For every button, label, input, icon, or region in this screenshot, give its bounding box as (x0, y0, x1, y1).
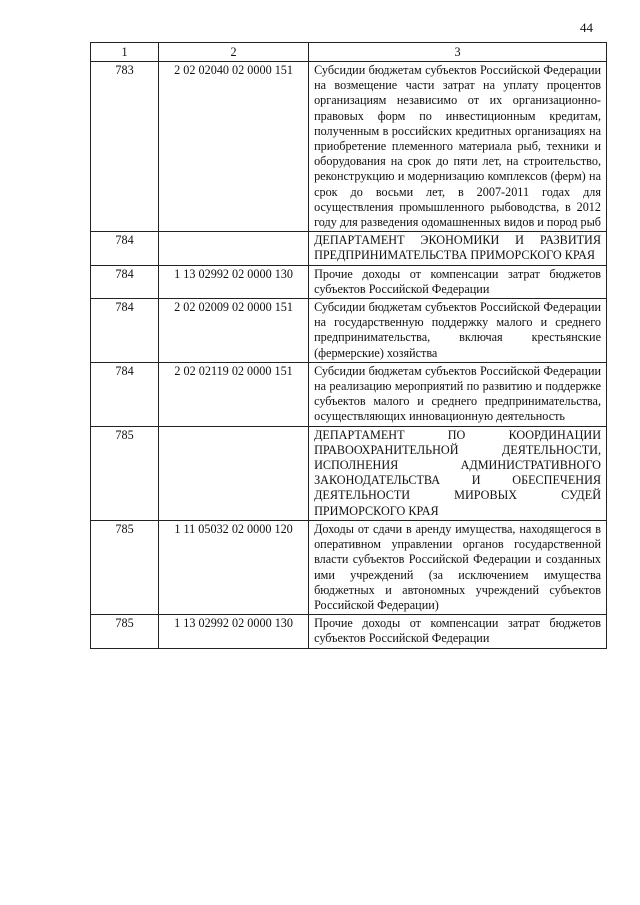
admin-code-cell: 784 (91, 265, 159, 298)
table-row (91, 520, 607, 614)
revenue-code-cell: 1 13 02992 02 0000 130 (159, 265, 309, 298)
admin-code-cell: 784 (91, 232, 159, 265)
revenue-name-cell: Субсидии бюджетам субъектов Российской Федерации на реализацию мероприятий по развитию и поддержке субъектов малого и среднего предпринимательства, осуществляющих инновационную деятельность (309, 362, 607, 426)
revenue-code-cell: 2 02 02119 02 0000 151 (159, 362, 309, 426)
table-row (91, 299, 607, 363)
revenue-code-cell (159, 232, 309, 265)
revenue-code-cell: 1 11 05032 02 0000 120 (159, 520, 309, 614)
column-header: 2 (159, 43, 309, 62)
table-row (91, 265, 607, 298)
department-row (91, 232, 607, 265)
table-row (91, 615, 607, 648)
column-header: 1 (91, 43, 159, 62)
revenue-name-cell: Субсидии бюджетам субъектов Российской Федерации на государственную поддержку малого и среднего предпринимательства, включая крестьянские (фермерские) хозяйства (309, 299, 607, 363)
column-header: 3 (309, 43, 607, 62)
table-row (91, 62, 607, 232)
revenue-name-cell: Субсидии бюджетам субъектов Российской Федерации на возмещение части затрат на уплату процентов организациям независимо от их организационно-правовых форм по инвестиционным кредитам, полученным в российских кредитных организациях на приобретение племенного материала рыб, техники и оборудования на срок до пяти лет, на строительство, реконструкцию и модернизацию комплексов (ферм) на срок до восьми лет, в 2007-2011 годах для осуществления промышленного рыбоводства, в 2012 году для разведения одомашненных видов и пород рыб (309, 62, 607, 232)
admin-code-cell: 785 (91, 520, 159, 614)
revenue-code-cell: 2 02 02009 02 0000 151 (159, 299, 309, 363)
revenue-code-cell: 1 13 02992 02 0000 130 (159, 615, 309, 648)
admin-code-cell: 784 (91, 362, 159, 426)
admin-code-cell: 785 (91, 615, 159, 648)
department-row (91, 426, 607, 520)
table-body (91, 62, 607, 649)
table-header-row (91, 43, 607, 62)
revenue-code-cell (159, 426, 309, 520)
department-name-cell: ДЕПАРТАМЕНТ ПО КООРДИНАЦИИ ПРАВООХРАНИТЕЛЬНОЙ ДЕЯТЕЛЬНОСТИ, ИСПОЛНЕНИЯ АДМИНИСТРАТИВНОГО ЗАКОНОДАТЕЛЬСТВА И ОБЕСПЕЧЕНИЯ ДЕЯТЕЛЬНОСТИ МИРОВЫХ СУДЕЙ ПРИМОРСКОГО КРАЯ (309, 426, 607, 520)
revenue-codes-table (90, 42, 607, 649)
revenue-name-cell: Прочие доходы от компенсации затрат бюджетов субъектов Российской Федерации (309, 615, 607, 648)
revenue-name-cell: Прочие доходы от компенсации затрат бюджетов субъектов Российской Федерации (309, 265, 607, 298)
department-name-cell: ДЕПАРТАМЕНТ ЭКОНОМИКИ И РАЗВИТИЯ ПРЕДПРИНИМАТЕЛЬСТВА ПРИМОРСКОГО КРАЯ (309, 232, 607, 265)
admin-code-cell: 784 (91, 299, 159, 363)
table-row (91, 362, 607, 426)
admin-code-cell: 785 (91, 426, 159, 520)
revenue-name-cell: Доходы от сдачи в аренду имущества, находящегося в оперативном управлении органов государственной власти субъектов Российской Федерации и созданных ими учреждений (за исключением имущества бюджетных и автономных учреждений субъектов Российской Федерации) (309, 520, 607, 614)
page-number: 44 (580, 20, 593, 35)
revenue-code-cell: 2 02 02040 02 0000 151 (159, 62, 309, 232)
admin-code-cell: 783 (91, 62, 159, 232)
